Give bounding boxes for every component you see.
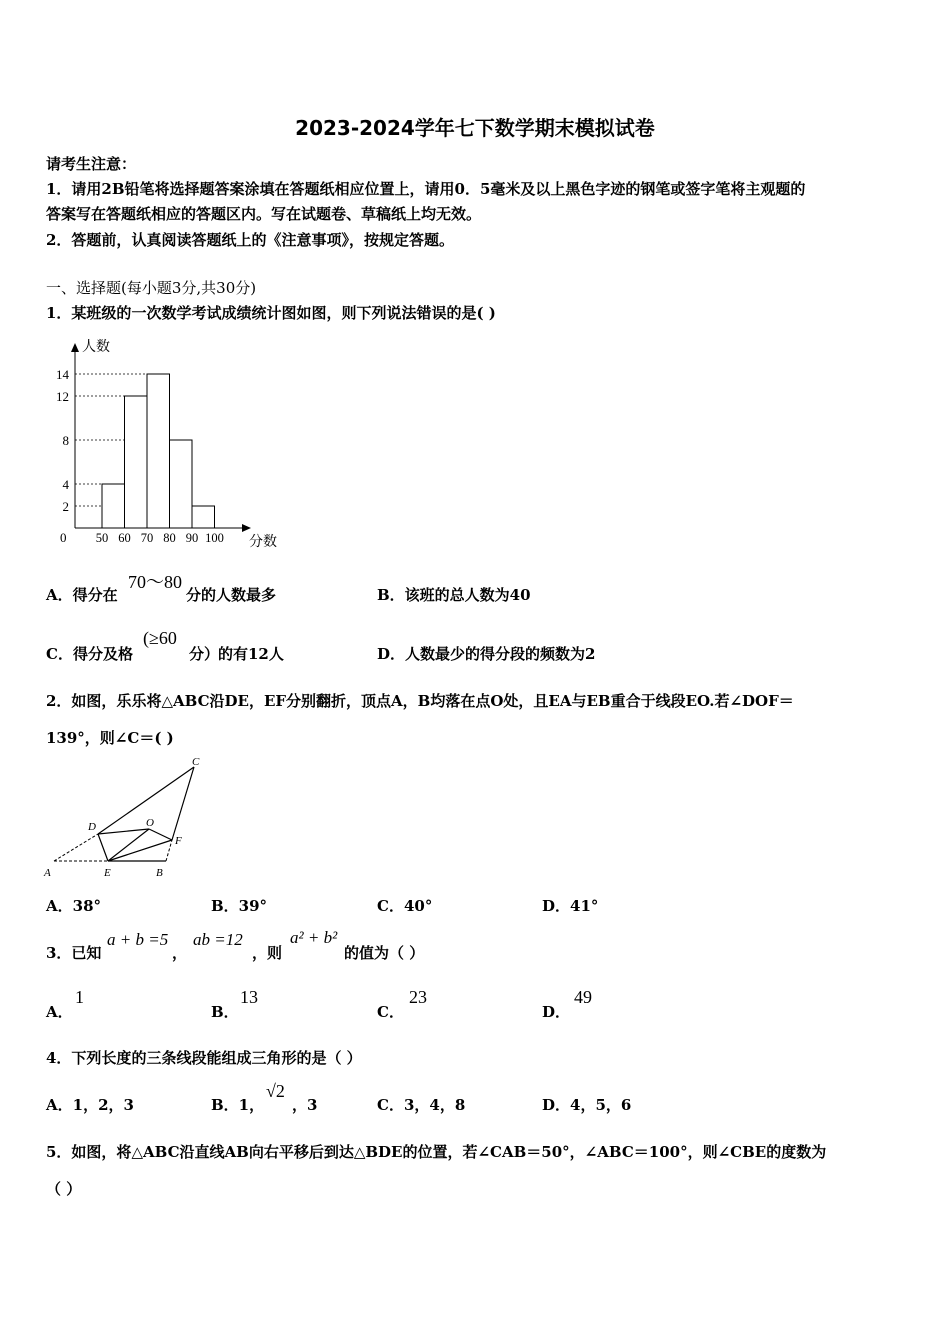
q3-stem-prefix: 3．已知	[46, 944, 102, 962]
y-tick-4: 4	[62, 477, 69, 492]
q2-segment-cf	[172, 767, 194, 840]
q3-option-d-letter[interactable]: D．	[542, 1003, 571, 1021]
q1-option-c-math: (≥60	[143, 628, 177, 648]
q3-option-b-value: 13	[240, 987, 258, 1007]
q2-option-c[interactable]: C．40°	[377, 897, 433, 915]
q3-eq1: a + b =5	[107, 930, 169, 949]
x-tick-70: 70	[140, 531, 154, 545]
q3-option-c-letter[interactable]: C．	[377, 1003, 404, 1021]
q3-option-a-letter[interactable]: A．	[46, 1003, 73, 1021]
q2-segment-de	[98, 834, 108, 861]
q3-sep1: ，	[172, 944, 188, 962]
histogram-bar-60-70	[125, 396, 148, 528]
q2-label-e: E	[104, 867, 111, 879]
notice-item1-line2: 答案写在答题纸相应的答题区内。写在试题卷、草稿纸上均无效。	[46, 205, 482, 223]
notice-item1-line1: 1．请用2B铅笔将选择题答案涂填在答题纸相应位置上，请用0．5毫米及以上黑色字迹的钢笔或签字笔将主观题的	[46, 180, 806, 198]
q2-label-c: C	[192, 756, 200, 768]
q2-option-d[interactable]: D．41°	[542, 897, 599, 915]
q3-eq2: ab =12	[193, 930, 243, 949]
y-tick-2: 2	[62, 499, 69, 514]
q2-segment-do	[98, 829, 149, 834]
y-tick-8: 8	[62, 433, 69, 448]
q2-figure	[40, 752, 210, 882]
y-axis-label: 人数	[82, 340, 110, 355]
y-tick-14: 14	[56, 367, 69, 382]
q2-stem-line2: 139°，则∠C＝( )	[46, 729, 174, 747]
q2-label-f: F	[175, 835, 182, 847]
q4-option-b-prefix[interactable]: B．1，	[211, 1096, 265, 1114]
q2-segment-bf	[166, 840, 172, 861]
q2-segment-ad	[54, 834, 98, 861]
q2-stem-line1: 2．如图，乐乐将△ABC沿DE，EF分别翻折，顶点A，B均落在点O处，且EA与EB重合于线段EO.若∠DOF＝	[46, 692, 794, 710]
x-axis-arrow	[242, 524, 251, 532]
histogram-bar-70-80	[147, 374, 170, 528]
q1-option-b[interactable]: B．该班的总人数为40	[377, 586, 531, 604]
q1-stem: 1．某班级的一次数学考试成绩统计图如图，则下列说法错误的是( )	[46, 304, 496, 322]
q3-expression: a² + b²	[290, 928, 338, 947]
q3-option-b-letter[interactable]: B．	[211, 1003, 239, 1021]
q3-option-c-value: 23	[409, 987, 427, 1007]
x-tick-60: 60	[118, 531, 131, 545]
x-axis-label: 分数	[249, 535, 277, 550]
notice-heading: 请考生注意：	[46, 155, 137, 173]
page-title: 2023-2024学年七下数学期末模拟试卷	[295, 116, 655, 140]
histogram-bar-50-60	[102, 484, 125, 528]
q4-option-a[interactable]: A．1，2，3	[46, 1096, 134, 1114]
q2-label-o: O	[146, 817, 154, 829]
q2-segment-eo	[108, 829, 149, 861]
q1-option-a-prefix: A．得分在	[46, 586, 118, 604]
notice-item2: 2．答题前，认真阅读答题纸上的《注意事项》，按规定答题。	[46, 231, 454, 249]
q2-label-a: A	[44, 867, 51, 879]
x-tick-50: 50	[95, 531, 109, 545]
q2-option-a[interactable]: A．38°	[46, 897, 102, 915]
q2-option-b[interactable]: B．39°	[211, 897, 268, 915]
q1-option-a-range: 70～80	[128, 572, 182, 592]
origin-label: 0	[60, 530, 67, 545]
q5-stem-line1: 5．如图，将△ABC沿直线AB向右平移后到达△BDE的位置，若∠CAB＝50°，∠ABC＝100°，则∠CBE的度数为	[46, 1143, 827, 1161]
q4-option-c[interactable]: C．3，4，8	[377, 1096, 466, 1114]
q1-option-c[interactable]: C．得分及格	[46, 645, 133, 663]
y-tick-12: 12	[56, 389, 69, 404]
q1-option-c-paren: 分）	[189, 645, 220, 663]
q2-label-d: D	[88, 821, 96, 833]
histogram-bars	[102, 374, 215, 528]
q3-option-a-value: 1	[75, 987, 84, 1007]
q4-option-d[interactable]: D．4，5，6	[542, 1096, 632, 1114]
y-axis-arrow	[71, 343, 79, 352]
x-tick-90: 90	[185, 531, 199, 545]
q1-option-a[interactable]	[46, 584, 118, 605]
x-tick-80: 80	[163, 531, 176, 545]
q1-histogram	[46, 335, 296, 555]
q2-segment-ef	[108, 840, 172, 861]
q2-segment-of	[149, 829, 172, 840]
q3-stem-suffix: 的值为（ ）	[344, 944, 425, 962]
q3-option-d-value: 49	[574, 987, 592, 1007]
q1-option-c-suffix: 的有12人	[218, 645, 284, 663]
q5-stem-line2: （ ）	[46, 1180, 82, 1198]
x-tick-100: 100	[205, 531, 224, 545]
q4-option-b-suffix: ，3	[292, 1096, 318, 1114]
q4-stem: 4．下列长度的三条线段能组成三角形的是（ ）	[46, 1049, 362, 1067]
q1-option-a-suffix: 分的人数最多	[186, 586, 277, 604]
q3-sep2: ，则	[252, 944, 283, 962]
histogram-bar-90-100	[192, 506, 215, 528]
section-heading: 一、选择题(每小题3分,共30分)	[46, 279, 257, 297]
q2-label-b: B	[156, 867, 163, 879]
q4-option-b-sqrt: √2	[266, 1081, 285, 1101]
q1-option-d[interactable]: D．人数最少的得分段的频数为2	[377, 645, 596, 663]
histogram-bar-80-90	[170, 440, 193, 528]
